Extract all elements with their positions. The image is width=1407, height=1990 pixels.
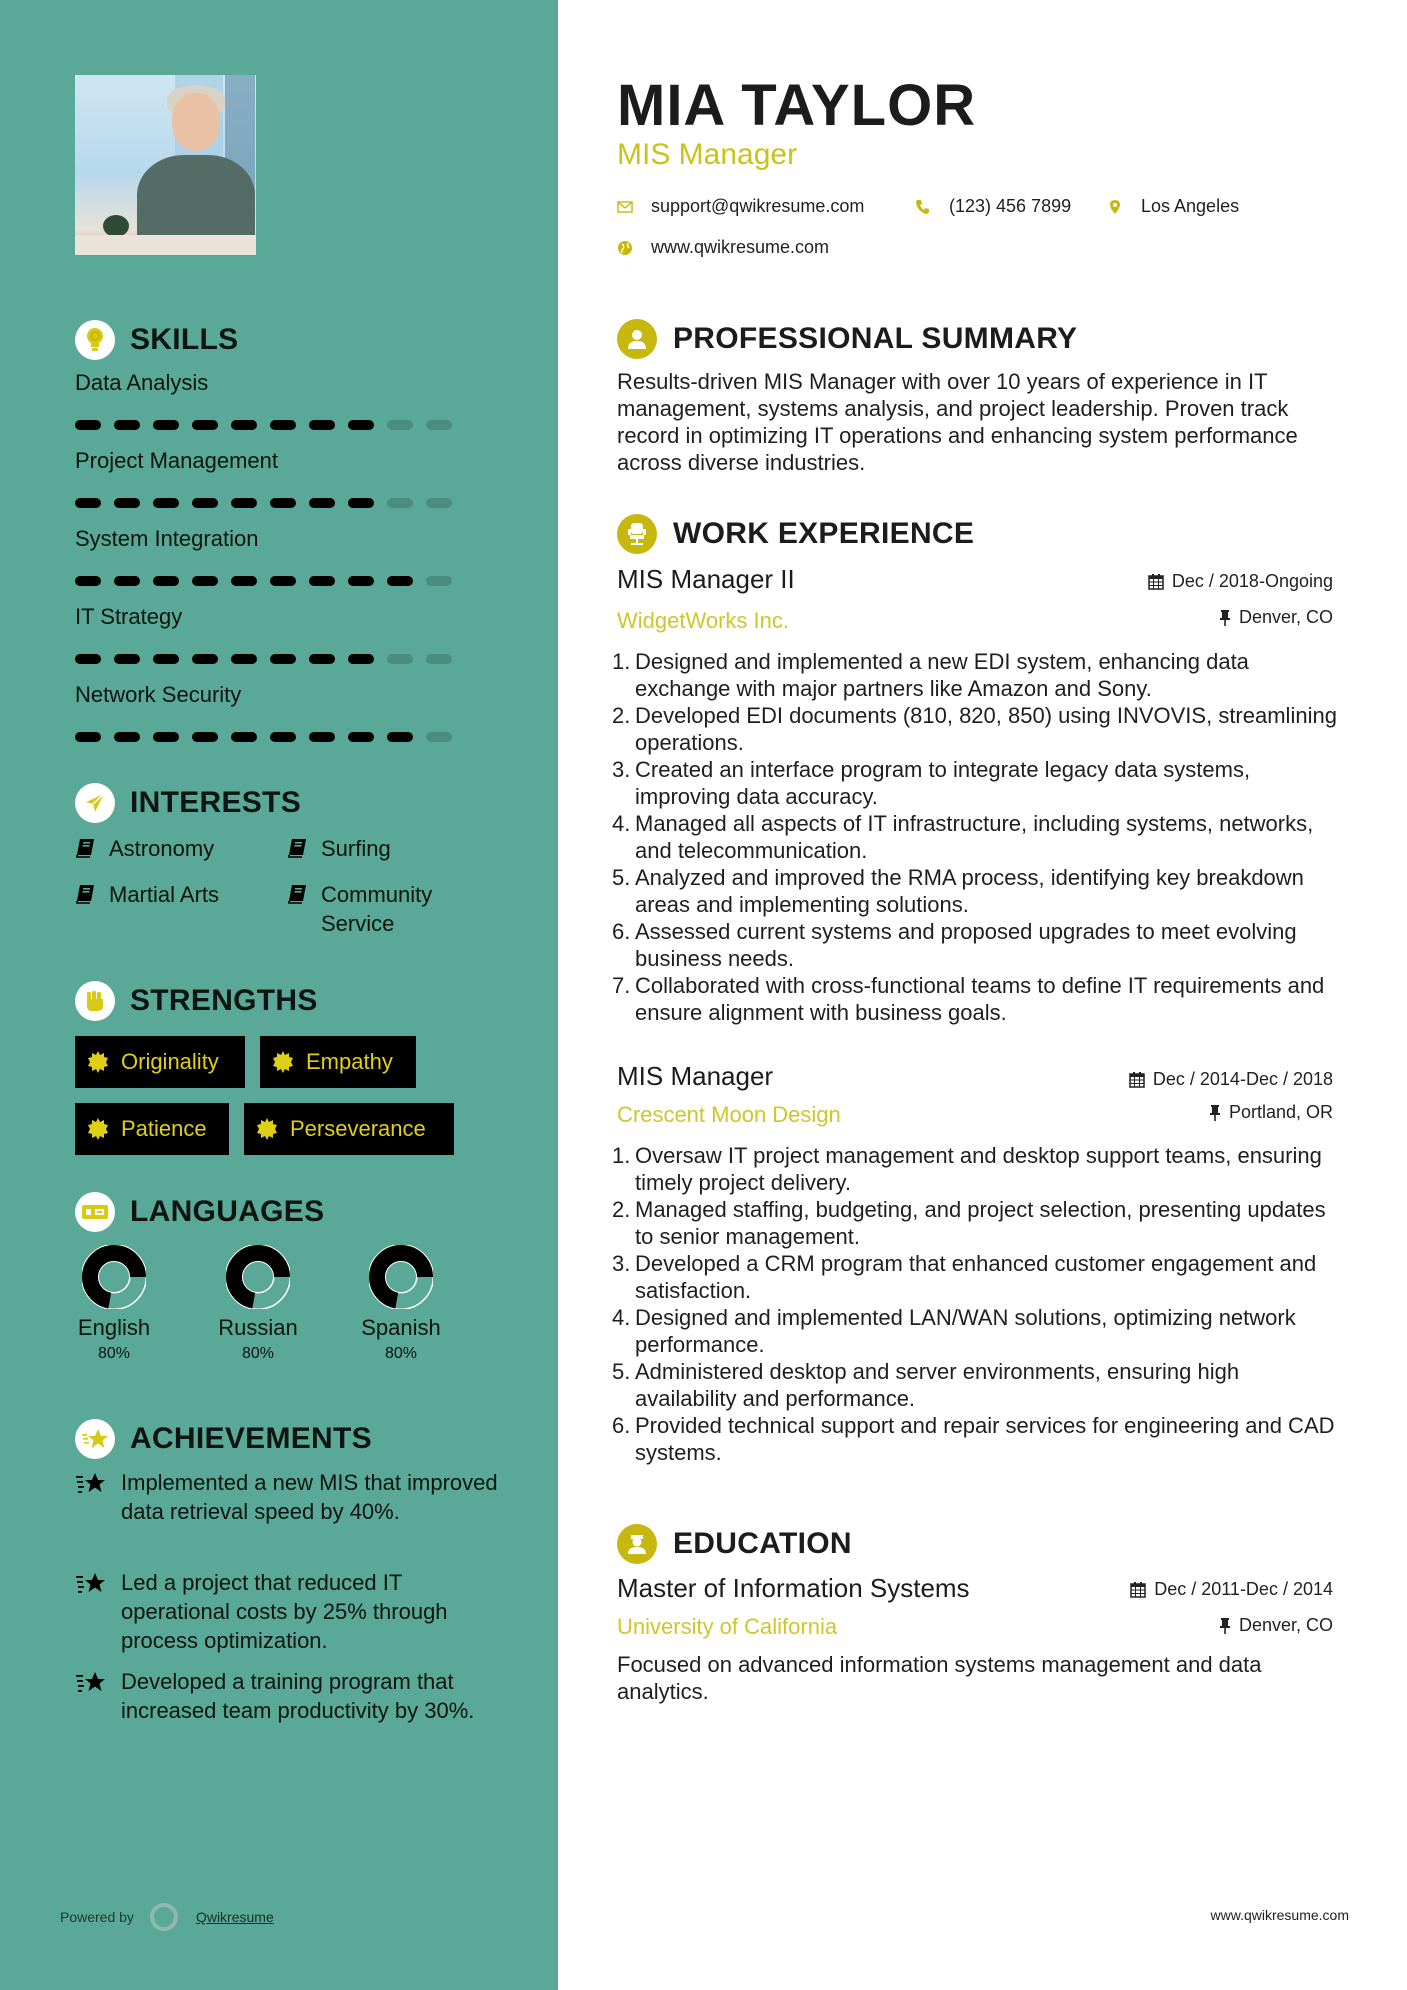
skill-dash-filled <box>192 498 218 508</box>
skill-dash-filled <box>153 654 179 664</box>
sun-badge-icon <box>272 1051 294 1073</box>
language-item: English 80% <box>54 1245 174 1363</box>
skill-dash-filled <box>153 732 179 742</box>
skill-dash-empty <box>426 420 452 430</box>
shooting-star-icon <box>75 1669 107 1697</box>
education-description: Focused on advanced information systems management and data analytics. <box>617 1652 1262 1704</box>
education-dates: Dec / 2011-Dec / 2014 <box>1130 1579 1333 1600</box>
skill-dash-filled <box>153 420 179 430</box>
qwikresume-link[interactable]: Qwikresume <box>195 1909 274 1925</box>
skill-dash-filled <box>270 498 296 508</box>
strength-badge: Empathy <box>260 1036 416 1088</box>
education-degree: Master of Information Systems <box>617 1573 970 1603</box>
skill-dash-filled <box>192 420 218 430</box>
sidebar <box>0 0 558 1990</box>
candidate-title: MIS Manager <box>617 138 798 171</box>
skill-dash-filled <box>309 654 335 664</box>
skill-dash-filled <box>153 576 179 586</box>
skill-name: Project Management <box>75 448 278 473</box>
skill-dash-filled <box>348 732 374 742</box>
skill-dash-filled <box>231 732 257 742</box>
contact-location: Los Angeles <box>1107 196 1239 217</box>
skill-dash-filled <box>114 420 140 430</box>
skill-level-bar <box>75 654 452 664</box>
skill-dash-filled <box>270 576 296 586</box>
skill-dash-filled <box>348 498 374 508</box>
education-location: Denver, CO <box>1219 1615 1333 1636</box>
skill-dash-empty <box>426 732 452 742</box>
book-icon <box>287 838 307 858</box>
job-duty-item: Collaborated with cross-functional teams to define IT requirements and ensure alignment with business goals. <box>635 973 1325 1025</box>
skill-dash-filled <box>309 420 335 430</box>
job-duty-item: Developed EDI documents (810, 820, 850) using INVOVIS, streamlining operations. <box>635 703 1337 755</box>
skill-dash-filled <box>309 732 335 742</box>
skill-dash-filled <box>114 498 140 508</box>
skill-dash-filled <box>348 576 374 586</box>
interest-item: Astronomy <box>75 834 214 863</box>
job-duty-item: Managed all aspects of IT infrastructure, including systems, networks, and telecommunication. <box>635 811 1314 863</box>
language-donut-chart <box>226 1245 290 1309</box>
skill-dash-filled <box>153 498 179 508</box>
candidate-name: MIA TAYLOR <box>617 73 977 138</box>
skill-dash-filled <box>231 576 257 586</box>
language-item: Russian 80% <box>198 1245 318 1363</box>
interest-item: Martial Arts <box>75 880 219 909</box>
calendar-icon <box>1148 573 1164 590</box>
skill-level-bar <box>75 420 452 430</box>
skill-dash-filled <box>387 732 413 742</box>
skill-dash-filled <box>348 654 374 664</box>
language-item: Spanish 80% <box>341 1245 461 1363</box>
contact-phone[interactable]: (123) 456 7899 <box>915 196 1071 217</box>
job-duties-list <box>612 648 1342 1026</box>
skill-dash-empty <box>387 420 413 430</box>
book-icon <box>287 884 307 904</box>
user-icon <box>617 319 657 359</box>
job-duty-item: Assessed current systems and proposed upgrades to meet evolving business needs. <box>635 919 1297 971</box>
star-icon <box>75 1419 115 1459</box>
skill-dash-filled <box>231 498 257 508</box>
skill-dash-filled <box>114 654 140 664</box>
phone-icon <box>915 199 931 215</box>
skill-dash-filled <box>114 732 140 742</box>
sun-badge-icon <box>87 1051 109 1073</box>
skill-dash-filled <box>75 576 101 586</box>
lightbulb-icon <box>75 320 115 360</box>
skill-dash-filled <box>75 654 101 664</box>
skill-dash-empty <box>387 498 413 508</box>
strength-badge: Patience <box>75 1103 229 1155</box>
skill-dash-filled <box>114 576 140 586</box>
strength-badge: Originality <box>75 1036 245 1088</box>
experience-heading: WORK EXPERIENCE <box>617 514 974 554</box>
shooting-star-icon <box>75 1570 107 1598</box>
skill-dash-filled <box>348 420 374 430</box>
job-duty-item: Created an interface program to integrate legacy data systems, improving data accuracy. <box>635 757 1251 809</box>
book-icon <box>75 884 95 904</box>
skill-dash-filled <box>270 654 296 664</box>
footer-website-link[interactable]: www.qwikresume.com <box>1210 1907 1349 1923</box>
achievement-item: Developed a training program that increased team productivity by 30%. <box>75 1667 515 1725</box>
skill-level-bar <box>75 576 452 586</box>
skill-dash-empty <box>426 576 452 586</box>
skill-dash-filled <box>231 420 257 430</box>
skill-dash-filled <box>75 498 101 508</box>
job-title: MIS Manager II <box>617 564 795 594</box>
book-icon <box>75 838 95 858</box>
skill-dash-filled <box>270 420 296 430</box>
interest-item: Surfing <box>287 834 391 863</box>
contact-email[interactable]: support@qwikresume.com <box>617 196 864 217</box>
summary-text: Results-driven MIS Manager with over 10 years of experience in IT management, systems analysis, and project leadership. Proven track record in optimizing IT operations and enhancing system performance across diverse industries. <box>617 369 1298 475</box>
id-card-icon <box>75 1192 115 1232</box>
fist-icon <box>75 981 115 1021</box>
skill-name: Network Security <box>75 682 242 707</box>
job-duty-item: Managed staffing, budgeting, and project selection, presenting updates to senior management. <box>635 1197 1326 1249</box>
skill-dash-filled <box>75 732 101 742</box>
pushpin-icon <box>1219 1617 1231 1635</box>
language-donut-chart <box>82 1245 146 1309</box>
skill-dash-filled <box>192 732 218 742</box>
language-donut-chart <box>369 1245 433 1309</box>
contact-website[interactable]: www.qwikresume.com <box>617 237 829 258</box>
calendar-icon <box>1130 1581 1146 1598</box>
map-pin-icon <box>1107 199 1123 215</box>
sun-badge-icon <box>87 1118 109 1140</box>
sun-badge-icon <box>256 1118 278 1140</box>
skill-dash-filled <box>270 732 296 742</box>
skill-dash-empty <box>387 654 413 664</box>
languages-heading: LANGUAGES <box>75 1191 324 1233</box>
job-duties-list <box>612 1142 1342 1466</box>
job-dates: Dec / 2018-Ongoing <box>1148 571 1333 592</box>
skill-dash-filled <box>387 576 413 586</box>
envelope-icon <box>617 199 633 215</box>
graduate-icon <box>617 1524 657 1564</box>
qwikresume-logo-icon <box>150 1903 178 1931</box>
skill-dash-empty <box>426 654 452 664</box>
pushpin-icon <box>1209 1104 1221 1122</box>
skill-dash-filled <box>309 576 335 586</box>
job-duty-item: Oversaw IT project management and desktop support teams, ensuring timely project delivery. <box>635 1143 1322 1195</box>
skills-heading: SKILLS <box>75 319 238 361</box>
skill-dash-filled <box>231 654 257 664</box>
job-duty-item: Analyzed and improved the RMA process, identifying key breakdown areas and implementing solutions. <box>635 865 1304 917</box>
education-school: University of California <box>617 1614 838 1639</box>
job-duty-item: Provided technical support and repair services for engineering and CAD systems. <box>635 1413 1335 1465</box>
calendar-icon <box>1129 1071 1145 1088</box>
achievement-item: Implemented a new MIS that improved data retrieval speed by 40%. <box>75 1468 515 1526</box>
job-duty-item: Designed and implemented a new EDI system, enhancing data exchange with major partners like Amazon and Sony. <box>635 649 1249 701</box>
skill-level-bar <box>75 732 452 742</box>
job-title: MIS Manager <box>617 1061 774 1091</box>
job-duty-item: Developed a CRM program that enhanced customer engagement and satisfaction. <box>635 1251 1317 1303</box>
interests-heading: INTERESTS <box>75 782 301 824</box>
globe-icon <box>617 240 633 256</box>
achievements-heading: ACHIEVEMENTS <box>75 1418 372 1460</box>
powered-by: Powered by Qwikresume <box>60 1903 274 1931</box>
job-duty-item: Administered desktop and server environments, ensuring high availability and performance. <box>635 1359 1240 1411</box>
office-chair-icon <box>617 514 657 554</box>
achievement-item: Led a project that reduced IT operational costs by 25% through process optimization. <box>75 1568 515 1655</box>
skill-dash-filled <box>75 420 101 430</box>
skill-name: System Integration <box>75 526 259 551</box>
job-location: Portland, OR <box>1209 1102 1333 1123</box>
job-dates: Dec / 2014-Dec / 2018 <box>1129 1069 1333 1090</box>
skill-dash-filled <box>192 654 218 664</box>
job-company: WidgetWorks Inc. <box>617 608 789 633</box>
strengths-heading: STRENGTHS <box>75 980 318 1022</box>
job-location: Denver, CO <box>1219 607 1333 628</box>
skill-name: IT Strategy <box>75 604 183 629</box>
skill-dash-empty <box>426 498 452 508</box>
education-heading: EDUCATION <box>617 1524 852 1564</box>
skill-level-bar <box>75 498 452 508</box>
job-duty-item: Designed and implemented LAN/WAN solutions, optimizing network performance. <box>635 1305 1296 1357</box>
shooting-star-icon <box>75 1470 107 1498</box>
pushpin-icon <box>1219 609 1231 627</box>
summary-heading: PROFESSIONAL SUMMARY <box>617 319 1077 359</box>
interest-item: Community Service <box>287 880 477 938</box>
job-company: Crescent Moon Design <box>617 1102 841 1127</box>
profile-photo <box>75 75 256 255</box>
paper-plane-icon <box>75 783 115 823</box>
skill-name: Data Analysis <box>75 370 209 395</box>
skill-dash-filled <box>309 498 335 508</box>
skill-dash-filled <box>192 576 218 586</box>
strength-badge: Perseverance <box>244 1103 454 1155</box>
